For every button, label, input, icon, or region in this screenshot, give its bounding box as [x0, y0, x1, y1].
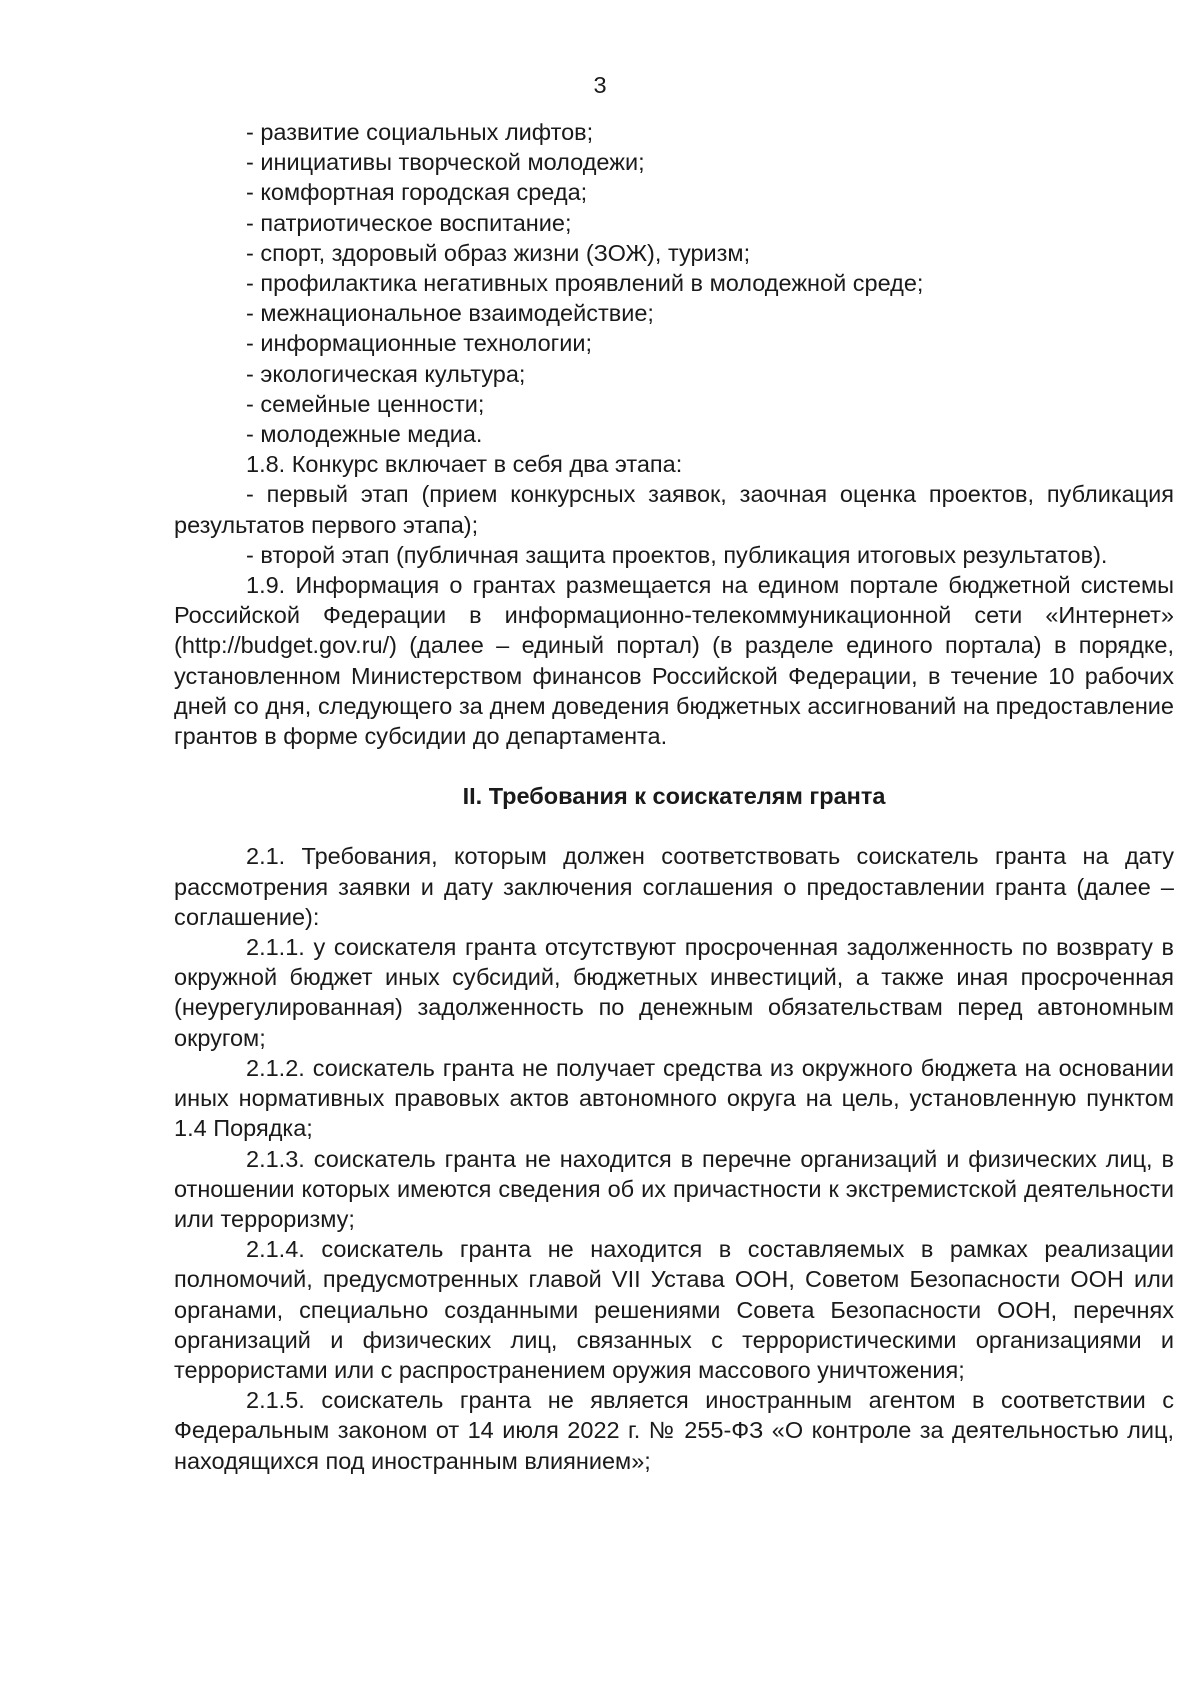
paragraph-2-1-1: 2.1.1. у соискателя гранта отсутствуют просроченная задолженность по возврату в окружной бюджет иных субсидий, бюджетных инвестиций, а также иная просроченная (неурегулированная) задолженность по денежным обязательствам перед автономным округом;: [174, 934, 1174, 1051]
paragraph-1-8: 1.8. Конкурс включает в себя два этапа:: [246, 451, 683, 478]
paragraph-2-1-3: 2.1.3. соискатель гранта не находится в перечне организаций и физических лиц, в отношении которых имеются сведения об их причастности к экстремистской деятельности или терроризму;: [174, 1145, 1174, 1232]
list-item: - профилактика негативных проявлений в молодежной среде;: [246, 270, 924, 297]
list-item: - спорт, здоровый образ жизни (ЗОЖ), туризм;: [246, 239, 751, 266]
list-item: - патриотическое воспитание;: [246, 209, 572, 236]
list-item: - развитие социальных лифтов;: [246, 119, 594, 145]
list-item: - инициативы творческой молодежи;: [246, 149, 645, 176]
paragraph-2-1-5: 2.1.5. соискатель гранта не является иностранным агентом в соответствии с Федеральным законом от 14 июля 2022 г. № 255-ФЗ «О контроле за деятельностью лиц, находящихся под иностранным влиянием»;: [174, 1387, 1174, 1474]
paragraph-1-9: 1.9. Информация о грантах размещается на едином портале бюджетной системы Российской Федерации в информационно-телекоммуникационной сети «Интернет» (http://budget.gov.ru/) (далее – единый портал) (в разделе единого портала) в порядке, установленном Министерством финансов Российской Федерации, в течение 10 рабочих дней со дня, следующего за днем доведения бюджетных ассигнований на предоставление грантов в форме субсидии до департамента.: [174, 572, 1174, 750]
list-item: - семейные ценности;: [246, 390, 485, 417]
paragraph-stage-2: - второй этап (публичная защита проектов, публикация итоговых результатов).: [246, 541, 1108, 568]
list-item: - межнациональное взаимодействие;: [246, 300, 654, 327]
paragraph-2-1-4: 2.1.4. соискатель гранта не находится в составляемых в рамках реализации полномочий, предусмотренных главой VII Устава ООН, Советом Безопасности ООН или органами, специально созданными решениями Совета Безопасности ООН, перечнях организаций и физических лиц, связанных с террористическими организациями и террористами или с распространением оружия массового уничтожения;: [174, 1236, 1174, 1383]
page-number: 3: [593, 72, 607, 98]
paragraph-stage-1: - первый этап (прием конкурсных заявок, заочная оценка проектов, публикация результатов первого этапа);: [174, 481, 1174, 538]
paragraph-2-1: 2.1. Требования, которым должен соответствовать соискатель гранта на дату рассмотрения заявки и дату заключения соглашения о предоставлении гранта (далее – соглашение):: [174, 843, 1174, 930]
document-body: [174, 117, 1174, 1476]
list-item: - молодежные медиа.: [246, 421, 483, 448]
directions-list: [174, 117, 1174, 449]
list-item: - комфортная городская среда;: [246, 179, 588, 206]
list-item: - информационные технологии;: [246, 330, 592, 357]
list-item: - экологическая культура;: [246, 360, 526, 387]
section-heading: II. Требования к соискателям гранта: [462, 783, 886, 810]
paragraph-2-1-2: 2.1.2. соискатель гранта не получает средства из окружного бюджета на основании иных нормативных правовых актов автономного округа на цель, установленную пунктом 1.4 Порядка;: [174, 1054, 1174, 1142]
